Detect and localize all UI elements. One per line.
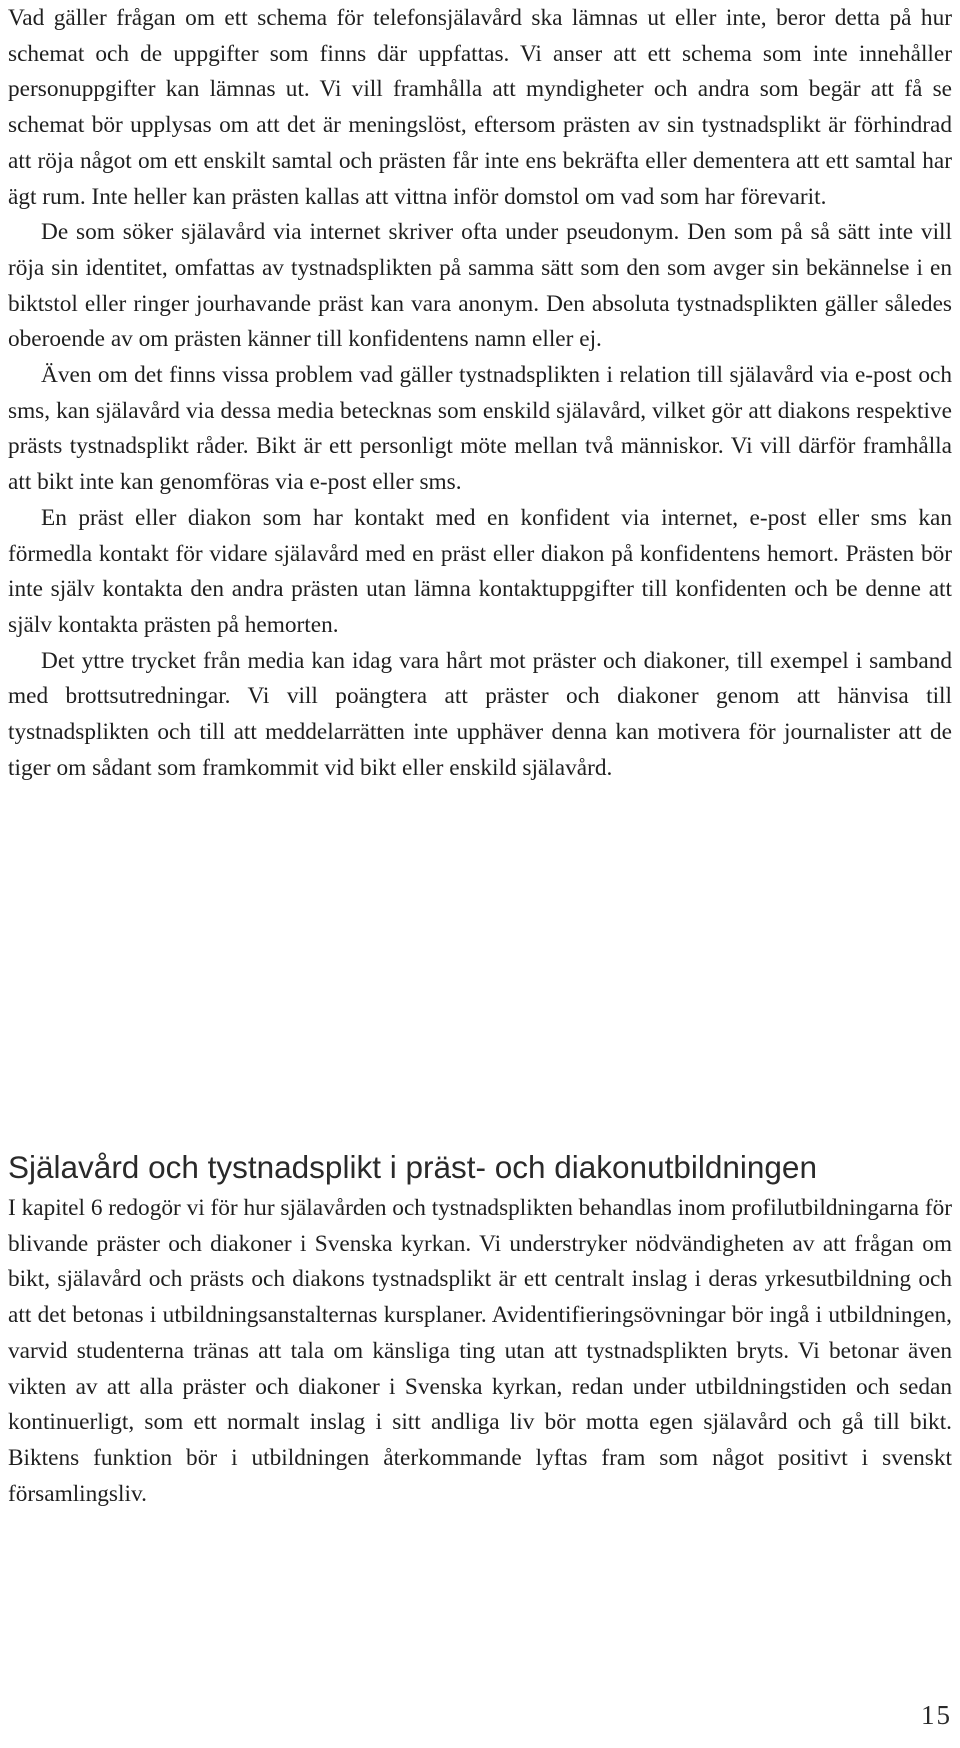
paragraph: I kapitel 6 redogör vi för hur själavården och tystnadsplikten behandlas inom profilutbildningarna för blivande präster och diakoner i Svenska kyrkan. Vi understryker nödvändigheten av att frågan om bikt, själavård och prästs och diakons tystnadsplikt är ett centralt inslag i deras yrkesutbildning och att det betonas i utbildningsanstalternas kursplaner. Avidentifieringsövningar bör ingå i utbildningen, varvid studenterna tränas att tala om känsliga ting utan att tystnadsplikten bryts. Vi betonar även vikten av att alla präster och diakoner i Svenska kyrkan, redan under utbildningstiden och sedan kontinuerligt, som ett normalt inslag i sitt andliga liv bör motta egen själavård och gå till bikt. Biktens funktion bör i utbildningen återkommande lyftas fram som något positivt i svenskt församlingsliv. (8, 1195, 952, 1507)
paragraph: Vad gäller frågan om ett schema för telefonsjälavård ska lämnas ut eller inte, beror detta på hur schemat och de uppgifter som finns där uppfattas. Vi anser att ett schema som inte innehåller personuppgifter kan lämnas ut. Vi vill framhålla att myndigheter och andra som begär att få se schemat bör upplysas om att det är meningslöst, eftersom prästen av sin tystnadsplikt är förhindrad att röja något om ett enskilt samtal och prästen får inte ens bekräfta eller dementera att ett samtal har ägt rum. Inte heller kan prästen kallas att vittna inför domstol om vad som har förevarit. (8, 5, 952, 210)
paragraph: En präst eller diakon som har kontakt med en konfident via internet, e-post eller sms kan förmedla kontakt för vidare själavård med en präst eller diakon på konfidentens hemort. Prästen bör inte själv kontakta den andra prästen utan lämna kontaktuppgifter till konfidenten och be denne att själv kontakta prästen på hemorten. (8, 504, 952, 638)
section-heading: Själavård och tystnadsplikt i präst- och diakonutbildningen (8, 1149, 817, 1185)
paragraph: Även om det finns vissa problem vad gäller tystnadsplikten i relation till själavård via e-post och sms, kan själavård via dessa media betecknas som enskild själavård, vilket gör att diakons respektive prästs tystnadsplikt råder. Bikt är ett personligt möte mellan två människor. Vi vill därför framhålla att bikt inte kan genomföras via e-post eller sms. (8, 362, 952, 496)
section-two-body (8, 1191, 952, 1512)
paragraph: Det yttre trycket från media kan idag vara hårt mot präster och diakoner, till exempel i samband med brottsutredningar. Vi vill poängtera att präster och diakoner genom att hänvisa till tystnadsplikten och till att meddelarrätten inte upphäver denna kan motivera för journalister att de tiger om sådant som framkommit vid bikt eller enskild själavård. (8, 647, 952, 781)
paragraph: De som söker själavård via internet skriver ofta under pseudonym. Den som på så sätt inte vill röja sin identitet, omfattas av tystnadsplikten på samma sätt som den som avger sin bekännelse i en biktstol eller ringer jourhavande präst kan vara anonym. Den absoluta tystnadsplikten gäller således oberoende av om prästen känner till konfidentens namn eller ej. (8, 219, 952, 353)
section-one-body (8, 0, 952, 786)
document-page (8, 0, 952, 1748)
page-number: 15 (921, 1700, 952, 1730)
